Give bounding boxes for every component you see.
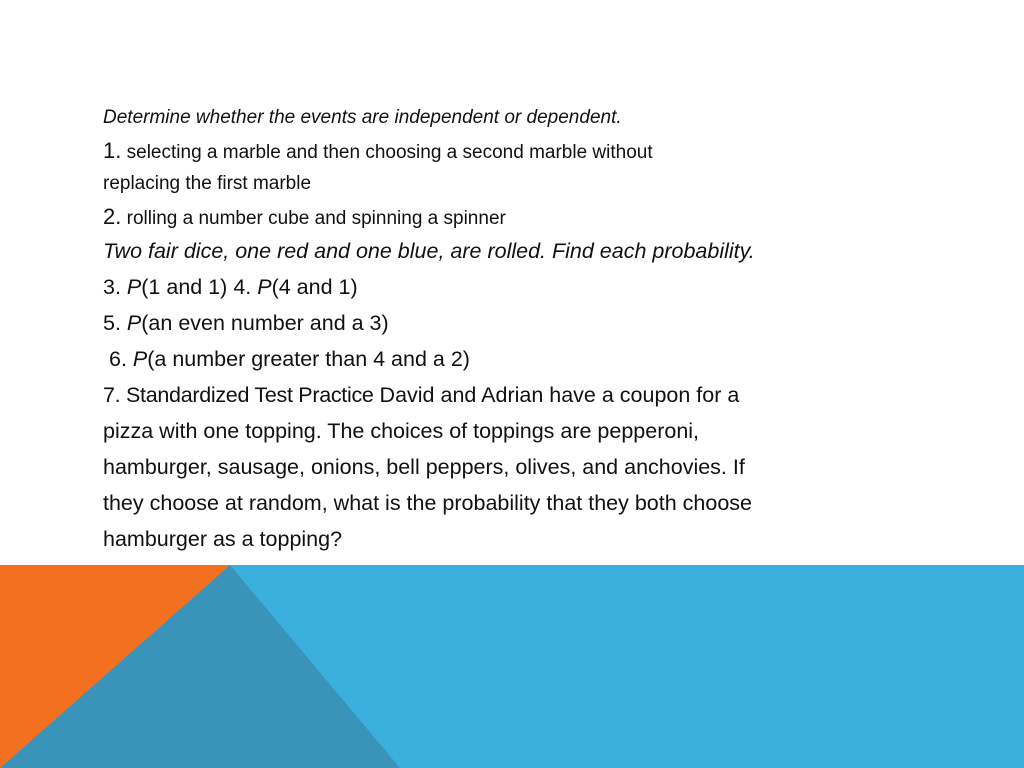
question-3-p: P	[126, 275, 142, 299]
question-7-line-2: pizza with one topping. The choices of toppings are pepperoni,	[103, 419, 700, 443]
footer-decoration	[0, 565, 1024, 768]
question-6-p: P	[132, 347, 148, 371]
question-5-p: P	[126, 311, 142, 335]
question-5-text: (an even number and a 3)	[141, 311, 389, 335]
question-3-number: 3.	[103, 275, 121, 299]
question-4-text: (4 and 1)	[271, 275, 358, 299]
question-3-text: (1 and 1)	[141, 275, 228, 299]
question-1-text-b: replacing the first marble	[103, 173, 312, 194]
question-7-text-1: David and Adrian have a coupon for a	[379, 383, 740, 407]
question-5	[103, 305, 893, 341]
question-6-number: 6.	[108, 347, 127, 371]
instruction-dice: Two fair dice, one red and one blue, are rolled. Find each probability.	[103, 239, 755, 263]
question-6-text: (a number greater than 4 and a 2)	[147, 347, 470, 371]
question-5-number: 5.	[103, 311, 121, 335]
slide-body	[103, 101, 893, 557]
question-4-p: P	[257, 275, 272, 299]
question-7-line-3: hamburger, sausage, onions, bell peppers, olives, and anchovies. If	[103, 455, 745, 479]
question-4-number: 4.	[233, 275, 252, 299]
question-2-number: 2.	[103, 204, 122, 229]
question-1-text-a: selecting a marble and then choosing a second marble without	[126, 142, 653, 163]
question-1-number: 1.	[103, 138, 122, 163]
question-7-line-1	[103, 377, 893, 413]
question-7-line-4: they choose at random, what is the probability that they both choose	[103, 491, 752, 515]
question-2	[103, 200, 893, 233]
question-1-line-1	[103, 134, 893, 167]
instruction-independent-dependent: Determine whether the events are independent or dependent.	[103, 107, 622, 128]
question-7-line-5: hamburger as a topping?	[103, 527, 343, 551]
questions-3-4	[103, 269, 893, 305]
question-6	[103, 341, 893, 377]
question-2-text: rolling a number cube and spinning a spinner	[126, 208, 506, 229]
question-7-heading: 7. Standardized Test Practice	[103, 383, 374, 407]
